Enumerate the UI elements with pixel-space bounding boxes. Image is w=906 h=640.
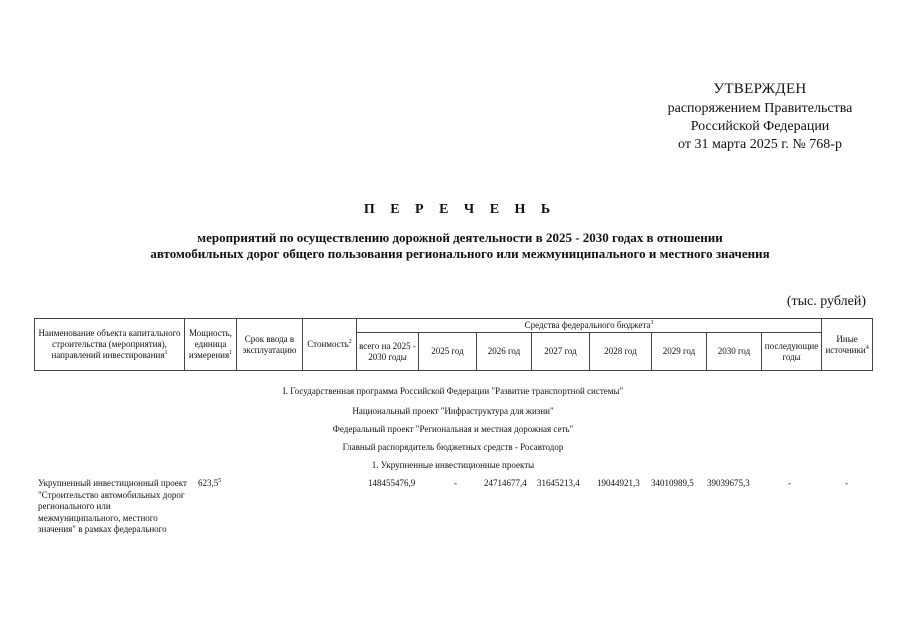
heading-line-2: автомобильных дорог общего пользования регионального или межмуниципального и местного значения [150, 246, 770, 261]
header-term: Срок ввода в эксплуатацию [237, 319, 303, 371]
header-2030: 2030 год [707, 333, 762, 371]
row-2026: 24714677,4 [484, 478, 527, 488]
header-federal: Средства федерального бюджета$^3$ [357, 319, 822, 333]
header-2026: 2026 год [477, 333, 532, 371]
approval-line-2: Российской Федерации [690, 119, 830, 134]
header-cost: Стоимость$^2$ [303, 319, 357, 371]
row-2027: 31645213,4 [537, 478, 580, 488]
section-federal-project: Федеральный проект "Региональная и местная дорожная сеть" [332, 424, 574, 434]
units-label: (тыс. рублей) [786, 294, 866, 309]
heading-word: П Е Р Е Ч Е Н Ь [363, 202, 557, 217]
row-name: Укрупненный инвестиционный проект "Строительство автомобильных дорог регионального или межмуниципального, местного значения" в рамках федерального [38, 478, 187, 534]
approval-title: УТВЕРЖДЕН [713, 81, 807, 97]
row-capacity: 623,5$^5$ [198, 478, 222, 488]
header-2025: 2025 год [419, 333, 477, 371]
heading-line-1: мероприятий по осуществлению дорожной деятельности в 2025 - 2030 годах в отношении [197, 230, 723, 245]
header-2027: 2027 год [532, 333, 590, 371]
section-program: I. Государственная программа Российской Федерации "Развитие транспортной системы" [282, 386, 624, 396]
header-capacity: Мощность, единица измерения$^1$ [185, 319, 237, 371]
row-2030: 39039675,3 [707, 478, 750, 488]
header-name: Наименование объекта капитального строительства (мероприятия), направлений инвестирования$^1$ [35, 319, 185, 371]
budget-table-header [34, 318, 873, 371]
row-2028: 19044921,3 [597, 478, 640, 488]
row-total: 148455476,9 [368, 478, 416, 488]
row-next-years: - [788, 478, 791, 488]
approval-line-3: от 31 марта 2025 г. № 768-р [678, 137, 842, 152]
approval-line-1: распоряжением Правительства [667, 101, 853, 116]
document-heading [80, 202, 840, 262]
section-investment-projects: 1. Укрупненные инвестиционные проекты [371, 460, 535, 470]
header-total: всего на 2025 - 2030 годы [357, 333, 419, 371]
header-2029: 2029 год [652, 333, 707, 371]
header-next-years: последующие годы [762, 333, 822, 371]
row-other: - [845, 478, 848, 488]
section-budget-manager: Главный распорядитель бюджетных средств - Росавтодор [342, 442, 564, 452]
approval-block [640, 80, 880, 154]
row-2029: 34010989,5 [651, 478, 694, 488]
header-other: Иные источники$^4$ [822, 319, 873, 371]
row-2025: - [454, 478, 457, 488]
header-2028: 2028 год [590, 333, 652, 371]
section-national-project: Национальный проект "Инфраструктура для жизни" [352, 406, 554, 416]
